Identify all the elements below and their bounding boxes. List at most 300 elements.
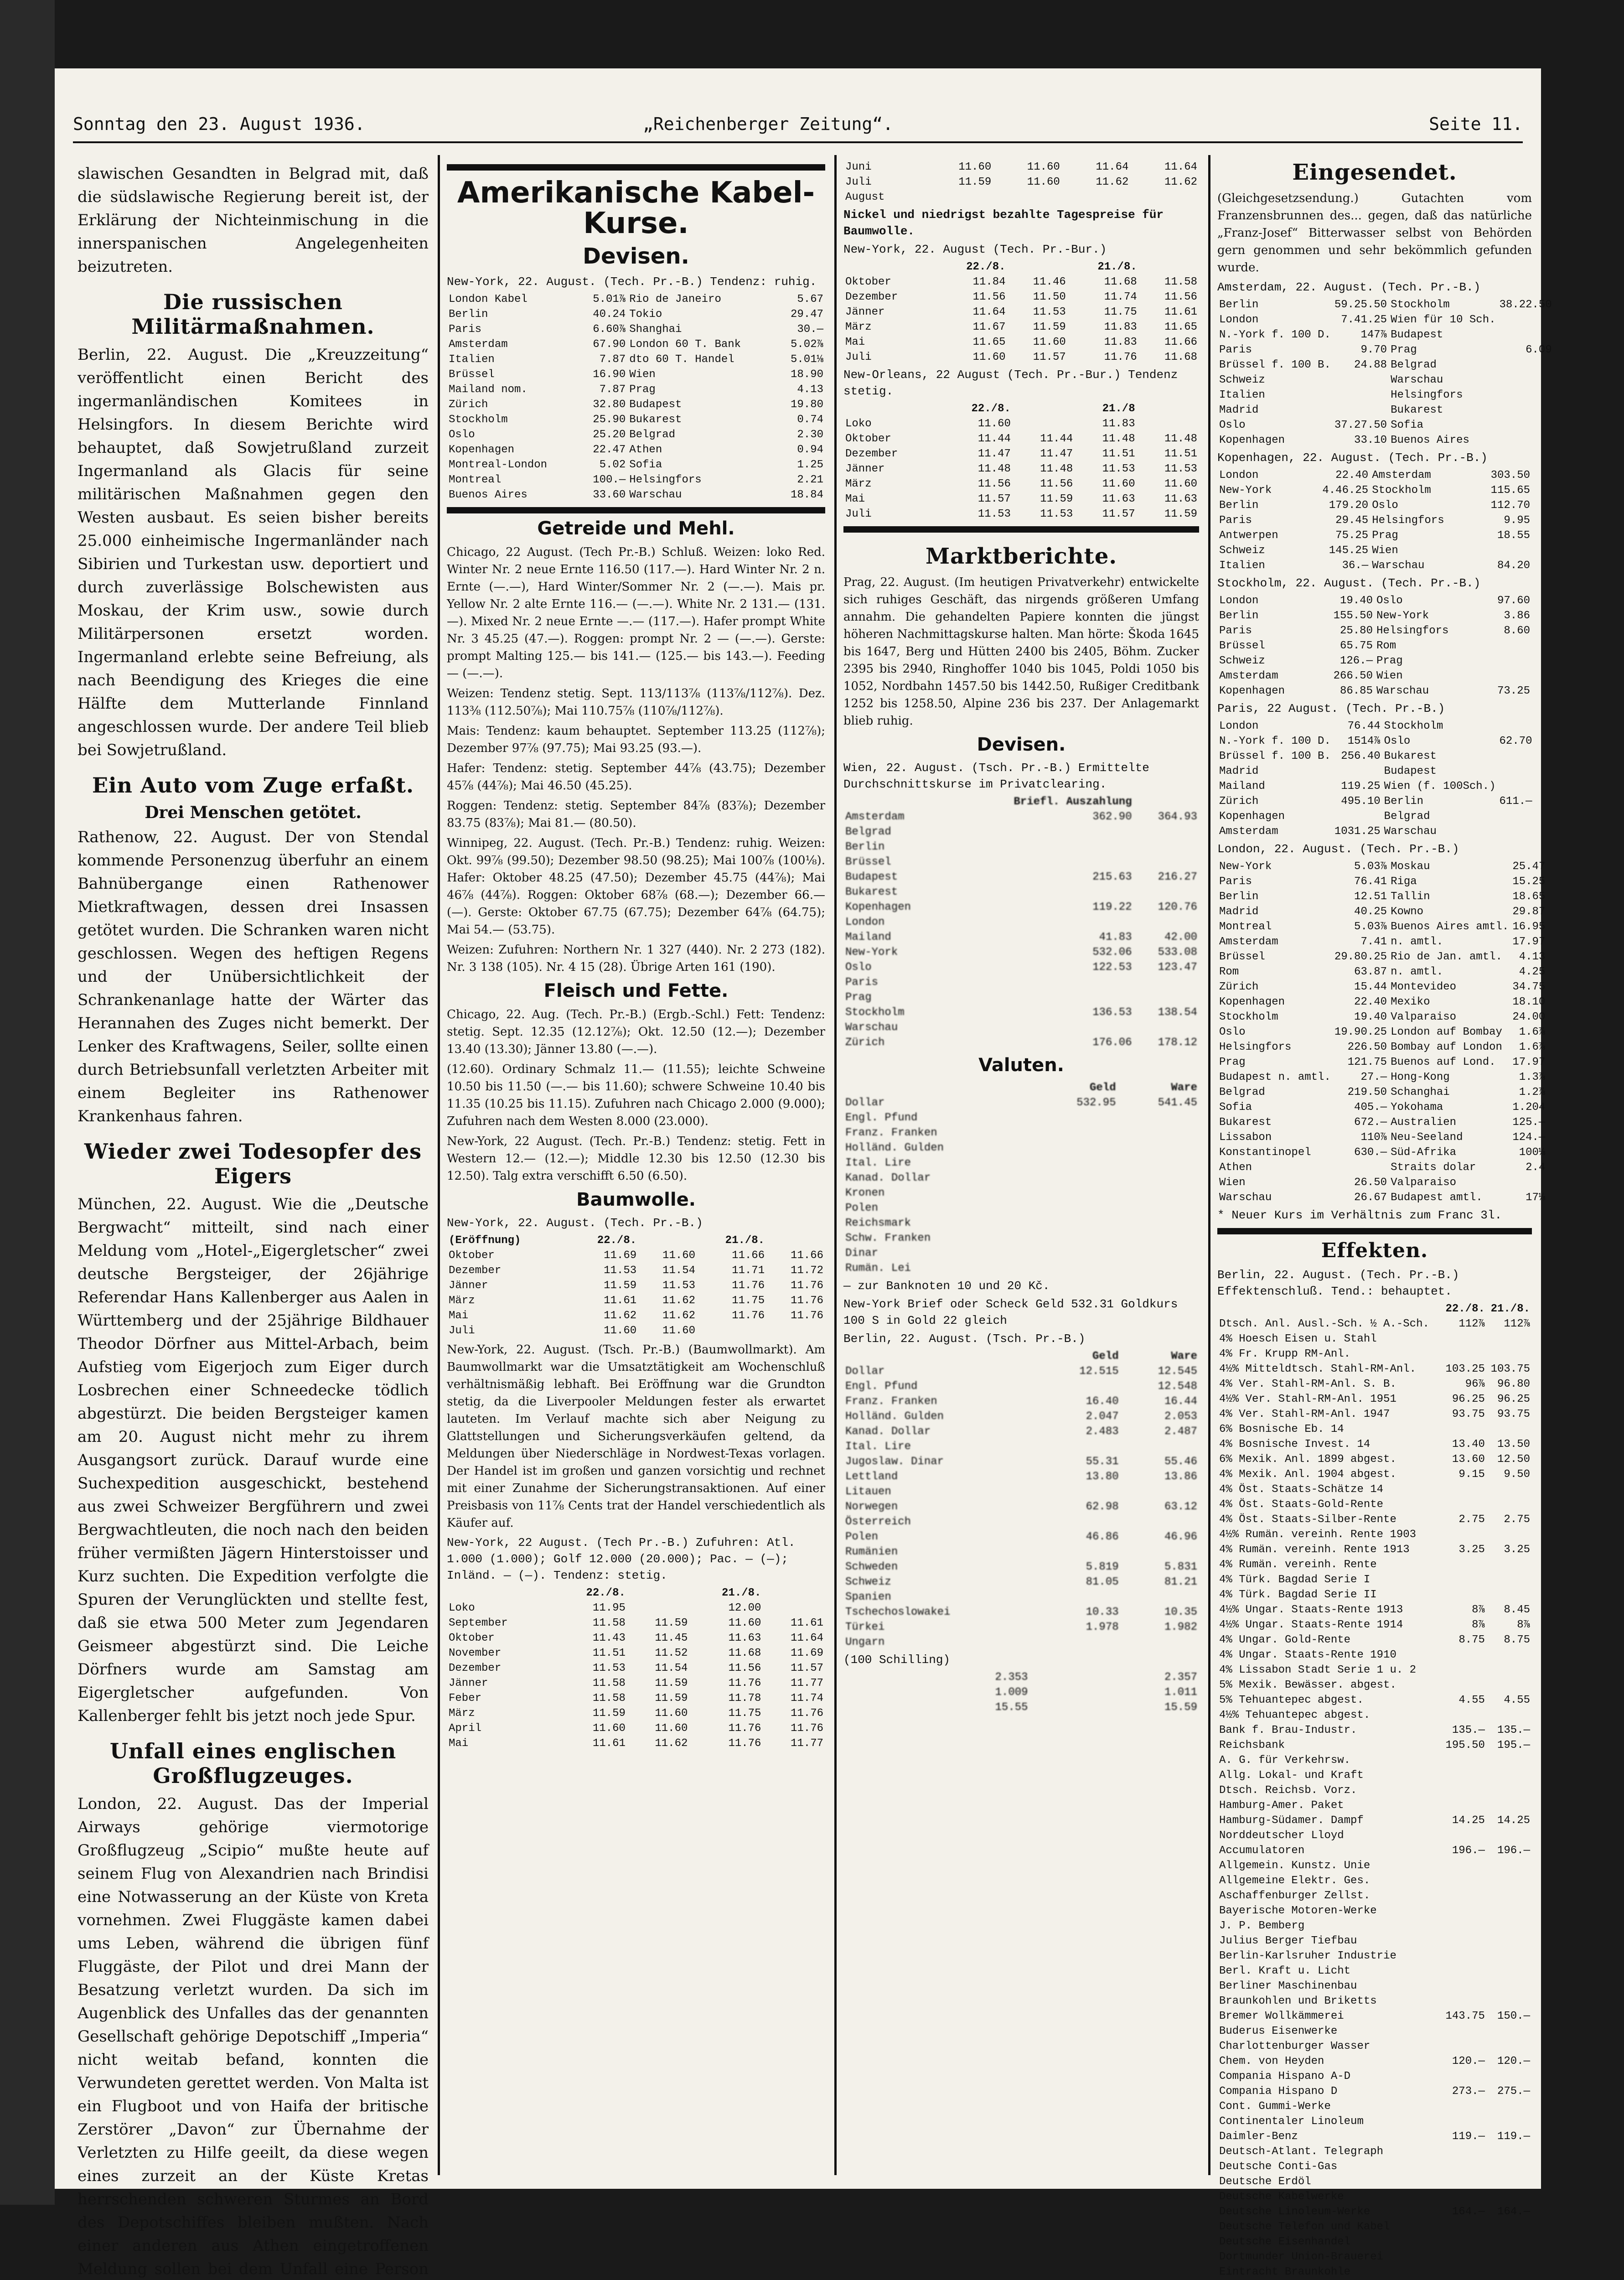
table-cell — [1137, 416, 1199, 431]
row-label: Wien — [1219, 1176, 1246, 1189]
market-dateline: Stockholm, 22. August. (Tech. Pr.-B.) — [1217, 576, 1481, 590]
table-row — [1217, 1190, 1547, 1205]
table-cell — [1442, 2099, 1487, 2114]
row-label: Allgemein. Kunstz. Unie — [1219, 1860, 1371, 1872]
row-label: Norddeutscher Lloyd — [1219, 1829, 1344, 1842]
table-cell: 11.58 — [592, 1692, 626, 1705]
table-cell: 275.— — [1497, 2085, 1530, 2098]
table-cell: 65.75 — [1340, 640, 1373, 652]
table-cell: 11.69 — [604, 1249, 637, 1262]
table-cell: 11.60 — [728, 1617, 761, 1630]
table-cell: 11.74 — [1104, 291, 1137, 303]
table-cell: 273.— — [1452, 2085, 1485, 2098]
table-cell: 1031.25 — [1334, 825, 1381, 838]
row-label: 5% Tehuantepec abgest. — [1219, 1694, 1364, 1706]
table-cell — [1510, 1175, 1547, 1190]
row-label: Deutsche Linoleum-Werke — [1219, 2206, 1371, 2218]
table-cell — [1118, 1261, 1199, 1276]
table-cell: 195.— — [1497, 1739, 1530, 1751]
table-cell: 11.66 — [1164, 336, 1197, 348]
table-cell: 138.54 — [1158, 1006, 1197, 1019]
table-row — [1217, 979, 1547, 995]
column-exchange — [1217, 160, 1552, 2278]
table-row — [1217, 1145, 1547, 1160]
table-cell: 13.60 — [1452, 1453, 1485, 1466]
table-cell — [1442, 1663, 1487, 1678]
table-cell: 11.68 — [728, 1647, 761, 1660]
table-cell — [1487, 1678, 1532, 1693]
table-cell: 40.24 — [593, 308, 626, 321]
table-cell: 11.56 — [1040, 478, 1073, 490]
row-label: Paris — [1219, 876, 1252, 888]
table-cell: 178.12 — [1158, 1036, 1197, 1049]
table-header-row — [447, 1233, 825, 1248]
table-row — [447, 1691, 825, 1706]
table-cell — [1442, 1903, 1487, 1918]
table-cell: 11.46 — [1033, 276, 1066, 288]
market-dateline: New-York, 22 August. (Tech Pr.-B.) Zufuhren: Atl. 1.000 (1.000); Golf 12.000 (20.000); Pac. — (—); Inländ. — (—). Tendenz: stetig. — [447, 1536, 796, 1583]
section-subtitle: Devisen. — [977, 734, 1066, 755]
row-label: September — [449, 1617, 508, 1630]
table-cell: 11.72 — [790, 1264, 823, 1277]
table-cell: 25.20 — [593, 429, 626, 441]
table-cell: 11.53 — [662, 1280, 696, 1292]
table-cell: 2.75 — [1458, 1513, 1485, 1526]
row-label: Julius Berger Tiefbau — [1219, 1935, 1357, 1947]
table-cell — [1487, 1663, 1532, 1678]
table-cell: 4.55 — [1504, 1694, 1530, 1706]
table-cell: 5.02⅞ — [790, 338, 823, 351]
table-cell: 2.30 — [797, 429, 823, 441]
table-cell: 362.90 — [1092, 811, 1132, 823]
table-cell: 11.56 — [728, 1662, 761, 1675]
table-row — [1217, 859, 1547, 874]
row-label: Polen — [845, 1202, 879, 1214]
table-cell — [1487, 2264, 1532, 2280]
table-cell: 11.62 — [1096, 176, 1129, 188]
row-label: Berlin — [845, 841, 885, 853]
table-row — [1217, 2114, 1532, 2129]
row-label: Montreal-London — [449, 459, 548, 472]
row-label: 4% Öst. Staats-Gold-Rente — [1219, 1498, 1384, 1511]
table-cell — [1481, 638, 1532, 653]
table-cell: 611.— — [1499, 795, 1532, 808]
table-cell — [1042, 1484, 1120, 1499]
table-cell — [1036, 1125, 1117, 1140]
row-label: Brüssel — [1219, 640, 1265, 652]
table-row — [447, 1601, 825, 1616]
table-cell: 11.47 — [1040, 448, 1073, 460]
table-cell: 226.50 — [1347, 1041, 1387, 1053]
table-cell — [1498, 327, 1554, 342]
table-cell: 266.50 — [1333, 670, 1373, 682]
table-cell: 11.43 — [592, 1632, 626, 1645]
table-row — [1217, 2054, 1532, 2069]
table-cell: 11.52 — [655, 1647, 688, 1660]
column-rule — [1208, 155, 1210, 2175]
table-row — [1217, 2159, 1532, 2174]
table-row — [1217, 668, 1532, 684]
table-cell: 11.83 — [1102, 418, 1135, 430]
table-cell: 11.60 — [662, 1325, 696, 1337]
row-label: Jänner — [845, 463, 885, 475]
row-label: Deutsche Eisenhandel — [1219, 2236, 1351, 2248]
table-cell — [1498, 373, 1554, 388]
table-cell: 11.54 — [662, 1264, 696, 1277]
market-dateline: New-York, 22. August (Tech. Pr.-Bur.) — [843, 243, 1107, 256]
row-label: Berliner Maschinenbau — [1219, 1980, 1357, 1992]
table-cell: 11.68 — [1164, 351, 1197, 363]
table-cell: 62.70 — [1499, 735, 1532, 747]
table-row — [1217, 1010, 1547, 1025]
table-cell — [1042, 1379, 1120, 1394]
table-cell: 96.80 — [1497, 1378, 1530, 1390]
row-label: Braunkohlen und Briketts — [1219, 1995, 1377, 2007]
table-cell — [1118, 1110, 1199, 1125]
table-cell: 42.00 — [1164, 931, 1197, 943]
column-header: 21./8. — [722, 1587, 761, 1600]
paris-table — [1217, 719, 1534, 839]
table-row — [1217, 2144, 1532, 2159]
row-label: Berlin-Karlsruher Industrie — [1219, 1950, 1396, 1962]
table-cell — [1042, 1544, 1120, 1560]
table-row — [1217, 1708, 1532, 1723]
table-cell: Shanghai — [629, 323, 682, 336]
table-row — [447, 1263, 825, 1278]
market-dateline: London, 22. August. (Tech. Pr.-B.) — [1217, 842, 1459, 856]
table-row — [843, 1005, 1199, 1020]
table-cell: 22.40 — [1335, 469, 1369, 482]
table-row — [843, 190, 1199, 205]
table-cell: 11.76 — [790, 1310, 823, 1322]
table-row — [1217, 889, 1547, 904]
table-cell — [1487, 1332, 1532, 1347]
table-cell: 22.40 — [1354, 996, 1387, 1008]
section-title: Marktberichte. — [925, 544, 1117, 569]
table-cell: 10.33 — [1086, 1606, 1119, 1618]
table-cell: 22.47 — [593, 444, 626, 456]
row-label: Konstantinopel — [1219, 1146, 1311, 1159]
table-row — [447, 307, 825, 322]
market-report: Prag, 22. August. (Im heutigen Privatverkehr) entwickelte sich ruhiges Geschäft, das nirgends größeren Umfang annahm. Die gehandelten Papiere konnten die jüngst höheren Nachmittagskurse halten. Man hörte: Škoda 1645 bis 1647, Berg und Hütten 2400 bis 2405, Böhm. Zucker 2395 bis 2940, Ringhoffer 1040 bis 1045, Poldi 1050 bis 1052, Nordbahn 1457.50 bis 1442.50, Rußiger Creditbank 1252 bis 1258.50, Alpine 236 bis 237. Der Anlagemarkt blieb ruhig. — [843, 575, 1199, 728]
row-label: 4% Mexik. Anl. 1904 abgest. — [1219, 1468, 1396, 1481]
table-row — [1217, 684, 1532, 699]
table-cell — [949, 824, 1134, 839]
table-cell: Prag — [1391, 344, 1417, 356]
table-cell: 120.— — [1452, 2055, 1485, 2068]
table-cell — [1487, 1918, 1532, 1933]
table-cell: 12.545 — [1158, 1365, 1197, 1378]
table-cell: Wien — [629, 368, 656, 381]
table-cell — [1013, 416, 1075, 431]
table-cell: 13.86 — [1164, 1471, 1197, 1483]
table-cell: n. amtl. — [1391, 936, 1443, 948]
table-cell: Bombay auf London — [1391, 1041, 1502, 1053]
row-label: Bank f. Brau-Industr. — [1219, 1724, 1357, 1736]
table-cell: 46.86 — [1086, 1531, 1119, 1543]
table-cell: 16.90 — [593, 368, 626, 381]
section-title: Effekten. — [1321, 1239, 1428, 1262]
market-paragraph: Weizen: Tendenz stetig. Sept. 113/113⅞ (113⅞/112⅞). Dez. 113⅜ (112.50⅞); Mai 110.75⅞ (110⅞/112⅞). — [447, 687, 825, 718]
table-row — [1217, 1858, 1532, 1873]
row-label: Paris — [1219, 344, 1252, 356]
table-cell: 0.94 — [797, 444, 823, 456]
table-row — [447, 1646, 825, 1661]
table-cell: 1.204 — [1512, 1101, 1546, 1114]
row-label: Sofia — [1219, 1101, 1252, 1114]
table-row — [843, 1125, 1199, 1140]
table-row — [1217, 1040, 1547, 1055]
table-cell — [1118, 1156, 1199, 1171]
table-cell: 81.21 — [1164, 1576, 1197, 1588]
row-label: 4% Ver. Stahl-RM-Anl. S. B. — [1219, 1378, 1396, 1390]
table-cell: 8.60 — [1504, 625, 1530, 637]
table-cell — [1118, 1231, 1199, 1246]
table-row — [1217, 2234, 1532, 2249]
table-row — [447, 1323, 825, 1338]
table-row — [843, 855, 1199, 870]
table-row — [843, 1424, 1199, 1439]
row-label: Oktober — [845, 433, 891, 445]
row-label: 4% Fr. Krupp RM-Anl. — [1219, 1348, 1351, 1360]
table-cell — [1498, 719, 1534, 734]
row-label: Jänner — [845, 306, 885, 318]
table-cell: 11.50 — [1033, 291, 1066, 303]
table-cell — [1134, 990, 1199, 1005]
row-label: April — [449, 1722, 482, 1735]
row-label: London — [1219, 720, 1259, 732]
table-cell: Wien — [1376, 670, 1403, 682]
table-cell: 86.85 — [1340, 685, 1373, 697]
table-cell: 84.20 — [1497, 560, 1530, 572]
row-label: Kopenhagen — [1219, 434, 1285, 446]
scan-edge — [0, 0, 55, 2205]
table-cell — [1062, 190, 1131, 205]
table-cell: 215.63 — [1092, 871, 1132, 883]
table-cell — [949, 855, 1134, 870]
row-label: Montreal — [1219, 921, 1272, 933]
row-label: London — [1219, 469, 1259, 482]
table-row — [1217, 2219, 1532, 2234]
column-header — [1137, 401, 1199, 416]
row-label: März — [845, 478, 872, 490]
row-label: Dezember — [449, 1264, 502, 1277]
table-cell — [1442, 1994, 1487, 2009]
table-cell: 11.53 — [1033, 306, 1066, 318]
row-label: 4½% Rumän. vereinh. Rente 1903 — [1219, 1529, 1417, 1541]
table-cell: 2.487 — [1164, 1425, 1197, 1438]
table-cell: 1.25 — [797, 459, 823, 472]
table-cell — [1442, 1497, 1487, 1512]
table-row — [447, 1706, 825, 1721]
table-cell: 12.00 — [728, 1602, 761, 1615]
row-label: Aschaffenburger Zellst. — [1219, 1890, 1371, 1902]
table-cell — [1481, 653, 1532, 668]
table-row — [843, 1605, 1199, 1620]
table-row — [1217, 904, 1547, 919]
table-cell: 120.76 — [1158, 901, 1197, 913]
table-cell: 541.45 — [1158, 1097, 1197, 1109]
table-cell: 7.87 — [599, 353, 626, 366]
table-row — [447, 1631, 825, 1646]
table-row — [1217, 1542, 1532, 1557]
table-cell: Athen — [629, 444, 662, 456]
table-cell: 11.68 — [1104, 276, 1137, 288]
row-label: Ital. Lire — [845, 1157, 911, 1169]
table-cell — [1121, 1514, 1199, 1529]
table-row — [843, 1035, 1199, 1050]
berlin-rates-table — [843, 1349, 1199, 1650]
table-cell: Oslo — [1372, 499, 1398, 512]
table-cell — [1498, 749, 1534, 764]
row-label: Rom — [1219, 966, 1239, 978]
row-label: Madrid — [1219, 404, 1259, 416]
table-cell: 11.54 — [655, 1662, 688, 1675]
table-row — [1217, 1783, 1532, 1798]
market-dateline: New-Orleans, 22 August (Tech. Pr.-Bur.) Tendenz stetig. — [843, 368, 1178, 398]
section-subtitle: Getreide und Mehl. — [537, 518, 735, 539]
row-label: Juni — [845, 161, 872, 173]
table-cell: Budapest — [1384, 765, 1437, 777]
table-cell: 16.44 — [1164, 1395, 1197, 1408]
row-label: Prag — [1219, 1056, 1246, 1068]
table-row — [1217, 1100, 1547, 1115]
table-cell: 18.55 — [1497, 529, 1530, 542]
table-cell: 11.76 — [790, 1707, 823, 1720]
table-cell — [1134, 855, 1199, 870]
table-row — [1217, 2129, 1532, 2144]
table-row — [843, 990, 1199, 1005]
table-cell: 11.59 — [655, 1692, 688, 1705]
table-cell: 17⅛ — [1526, 1192, 1546, 1204]
table-cell — [1487, 2174, 1532, 2189]
row-label: Kanad. Dollar — [845, 1425, 931, 1438]
row-label: Mailand nom. — [449, 383, 528, 396]
row-label: Brüssel — [449, 368, 495, 381]
table-row — [447, 1248, 825, 1263]
article-headline: Ein Auto vom Zuge erfaßt. — [92, 773, 414, 798]
table-cell: 121.75 — [1347, 1056, 1387, 1068]
row-label: Zürich — [1219, 795, 1259, 808]
column-cable-rates — [447, 160, 825, 2175]
table-cell — [1487, 1798, 1532, 1813]
table-cell: 11.75 — [1104, 306, 1137, 318]
row-label: Cont. Gummi-Werke — [1219, 2100, 1331, 2113]
table-cell: 8⅞ — [1472, 1619, 1485, 1631]
table-cell: 62.98 — [1086, 1501, 1119, 1513]
row-label: Holländ. Gulden — [845, 1410, 944, 1423]
table-cell: 119.22 — [1092, 901, 1132, 913]
market-paragraph: Hafer: Tendenz: stetig. September 44⅞ (43.75); Dezember 45⅞ (44⅞); Mai 46.50 (45.25). — [447, 762, 825, 793]
row-label: Engl. Pfund — [845, 1380, 918, 1393]
table-row — [1217, 949, 1547, 964]
new-orleans-cotton-table — [843, 401, 1199, 522]
market-paragraph: Chicago, 22 August. (Tech Pr.-B.) Schluß. Weizen: loko Red. Winter Nr. 2 neue Ernte 116.50 (117.—). Hard Winter Nr. 2 n. Ernte (—.—), Hard Winter/Sommer Nr. 2 (—.—). Mais pr. Yellow Nr. 2 alte Ernte 116.— (—.—). White Nr. 2 131.— (131.—). Mixed Nr. 2 neue Ernte —.— (117.—). Hafer prompt White Nr. 3 45.25 (47.—). Roggen: prompt Nr. 2 — (—.—). Gerste: prompt Malting 125.— bis 141.— (125.— bis 143.—). Feeding — (—.—). — [447, 545, 825, 681]
row-label: Montreal — [449, 474, 502, 487]
column-header: (Eröffnung) — [449, 1234, 521, 1247]
table-row — [1217, 418, 1554, 433]
table-cell — [1442, 1347, 1487, 1362]
row-label — [843, 1670, 860, 1685]
table-cell — [1442, 1482, 1487, 1497]
table-cell: 5.67 — [797, 293, 823, 306]
row-label: Deutsche Telefon und Kabel — [1219, 2221, 1390, 2233]
table-cell: 2.047 — [1086, 1410, 1119, 1423]
row-label: Oslo — [1219, 419, 1246, 431]
article-paragraph: London, 22. August. Das der Imperial Airways gehörige viermotorige Großflugzeug „Scipio“ mußte heute auf seinem Flug von Alexandrien nach Brindisi eine Notwasserung an der Küste von Kreta vornehmen. Zwei Fluggäste kamen dabei ums Leben, während die übrigen fünf Fluggäste, der Pilot und drei Mann der Besatzung verletzt wurden. Da sich im Augenblick des Unfalles das der genannten Gesellschaft gehörige Depotschiff „Imperia“ nicht weitab befand, konnten die Verwundeten gerettet werden. Von Malta ist ein Flugboot und von Haifa der britische Zerstörer „Davon“ zur Übernahme der Verletzten zu Hilfe geeilt, da diese wegen eines zurzeit an der Küste Kretas herrschenden schweren Sturmes an Bord des Depotschiffes bleiben mußten. Nach einer anderen aus Athen eingetroffenen Meldung sollen bei dem Unfall eine Person — [78, 1795, 429, 2278]
table-cell — [627, 1601, 690, 1616]
table-cell: 8.75 — [1504, 1634, 1530, 1646]
table-row — [843, 275, 1199, 290]
row-label: Loko — [449, 1602, 475, 1615]
table-cell — [1498, 764, 1534, 779]
row-label: Kronen — [845, 1187, 885, 1199]
table-cell — [1442, 1422, 1487, 1437]
table-row — [843, 945, 1199, 960]
table-cell — [1487, 1527, 1532, 1542]
table-cell — [1487, 1422, 1532, 1437]
table-cell: 16.40 — [1086, 1395, 1119, 1408]
table-cell — [1487, 2099, 1532, 2114]
table-cell: Valparaiso — [1391, 1011, 1457, 1023]
table-cell: 120.— — [1497, 2055, 1530, 2068]
table-cell: 2.357 — [1164, 1671, 1197, 1684]
table-cell: 19.40 — [1340, 595, 1373, 607]
table-row — [1217, 1437, 1532, 1452]
table-cell — [1333, 403, 1389, 418]
table-cell: 4.13 — [1519, 951, 1546, 963]
row-label: Budapest — [845, 871, 898, 883]
table-row — [843, 1469, 1199, 1484]
table-cell: 4.25 — [1519, 966, 1546, 978]
table-row — [843, 1171, 1199, 1186]
table-cell: 18.65 — [1512, 891, 1546, 903]
column-header — [627, 1586, 690, 1601]
table-cell: 1.978 — [1086, 1621, 1119, 1633]
row-label: Polen — [845, 1531, 879, 1543]
table-row — [1217, 2069, 1532, 2084]
table-cell — [1036, 1140, 1117, 1156]
market-paragraph: Mais: Tendenz: kaum behauptet. September 113.25 (112⅞); Dezember 97⅞ (97.75); Mai 93.25 (93.—). — [447, 724, 825, 756]
row-label: Engl. Pfund — [845, 1112, 918, 1124]
table-cell: 2.75 — [1504, 1513, 1530, 1526]
table-cell: 11.44 — [1040, 433, 1073, 445]
section-rule — [843, 526, 1199, 533]
table-cell: Bukarest — [629, 414, 682, 426]
row-label: Allgemeine Elektr. Ges. — [1219, 1875, 1371, 1887]
table-row — [447, 382, 825, 397]
table-row — [843, 1231, 1199, 1246]
table-footnote: — zur Banknoten 10 und 20 Kč. — [843, 1279, 1050, 1293]
row-label: Kopenhagen — [1219, 810, 1285, 823]
table-cell: 25.47 — [1512, 860, 1546, 873]
row-label: 4% Öst. Staats-Schätze 14 — [1219, 1483, 1384, 1496]
row-label: Continentaler Linoleum — [1219, 2115, 1364, 2128]
table-cell: 11.59 — [604, 1280, 637, 1292]
table-cell — [1134, 839, 1199, 855]
table-row — [1217, 824, 1534, 839]
table-cell: 176.06 — [1092, 1036, 1132, 1049]
table-row — [447, 337, 825, 352]
table-row — [843, 1394, 1199, 1409]
table-cell: 18.84 — [790, 489, 823, 502]
table-cell: 37.27.50 — [1334, 419, 1387, 431]
table-cell: 9.15 — [1458, 1468, 1485, 1481]
row-label: Amsterdam — [1219, 825, 1278, 838]
table-cell: 100.— — [593, 474, 626, 487]
table-cell: 11.60 — [978, 418, 1011, 430]
table-cell: Prag — [629, 383, 656, 396]
